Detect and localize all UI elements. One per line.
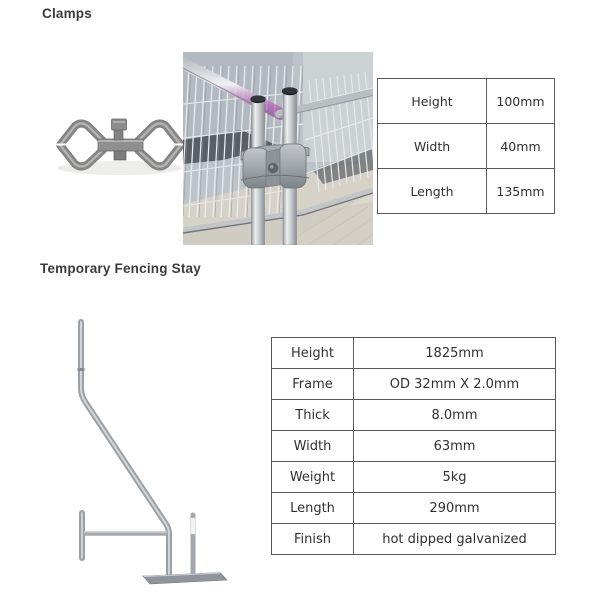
table-row <box>272 462 556 493</box>
spec-label: Width <box>272 431 354 462</box>
spec-value: hot dipped galvanized <box>354 524 556 555</box>
spec-value: 100mm <box>487 79 555 124</box>
spec-value: 63mm <box>354 431 556 462</box>
spec-label: Length <box>272 493 354 524</box>
clamps-spec-table <box>377 78 555 214</box>
table-row <box>378 169 555 214</box>
spec-label: Thick <box>272 400 354 431</box>
stay-spec-table <box>271 337 556 555</box>
spec-value: 5kg <box>354 462 556 493</box>
spec-label: Frame <box>272 369 354 400</box>
table-row <box>272 338 556 369</box>
table-row <box>272 524 556 555</box>
spec-label: Width <box>378 124 487 169</box>
spec-value: 8.0mm <box>354 400 556 431</box>
table-row <box>272 431 556 462</box>
spec-label: Finish <box>272 524 354 555</box>
fencing-stay-image <box>55 315 235 590</box>
table-row <box>272 400 556 431</box>
spec-value: 40mm <box>487 124 555 169</box>
clamp-installed-photo <box>183 52 373 245</box>
spec-label: Weight <box>272 462 354 493</box>
spec-label: Length <box>378 169 487 214</box>
spec-value: 290mm <box>354 493 556 524</box>
spec-value: 135mm <box>487 169 555 214</box>
clamps-heading: Clamps <box>42 6 92 21</box>
spec-label: Height <box>272 338 354 369</box>
table-row <box>378 124 555 169</box>
clamp-product-image <box>48 110 193 182</box>
table-row <box>272 369 556 400</box>
spec-value: OD 32mm X 2.0mm <box>354 369 556 400</box>
stay-heading: Temporary Fencing Stay <box>40 261 201 276</box>
spec-label: Height <box>378 79 487 124</box>
spec-value: 1825mm <box>354 338 556 369</box>
table-row <box>378 79 555 124</box>
table-row <box>272 493 556 524</box>
